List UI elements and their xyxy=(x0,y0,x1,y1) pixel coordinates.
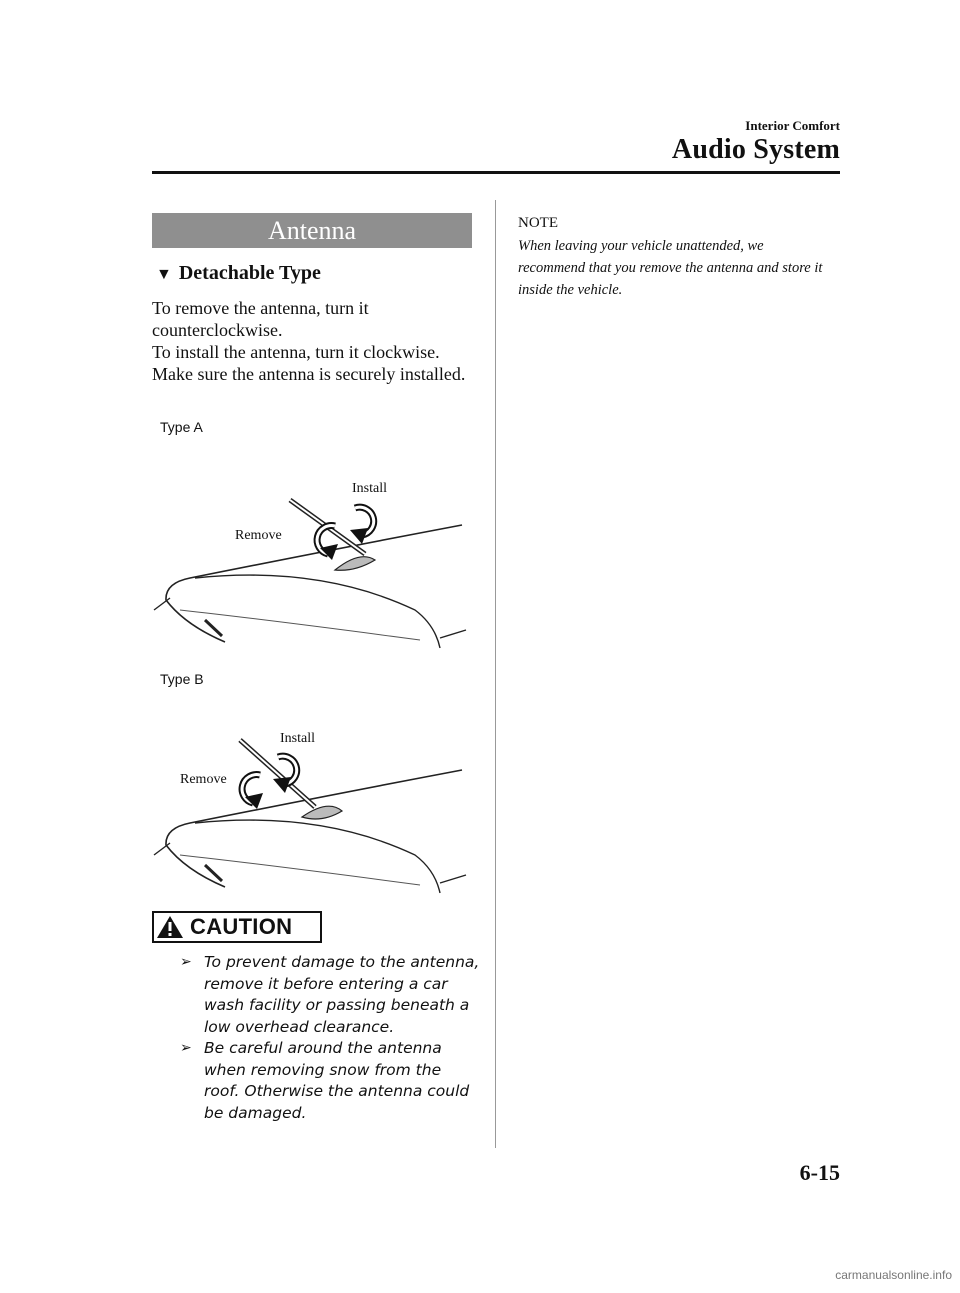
figure-a-antenna-illustration xyxy=(150,490,480,655)
paragraph-secure: Make sure the antenna is securely installed. xyxy=(152,364,466,384)
instructions-text xyxy=(152,297,482,385)
header-divider xyxy=(152,171,840,174)
caution-item-text: To prevent damage to the antenna, remove it before entering a car wash facility or passing beneath a low overhead clearance. xyxy=(204,953,480,1036)
figure-b-type-label: Type B xyxy=(160,671,204,687)
caution-item-text: Be careful around the antenna when removing snow from the roof. Otherwise the antenna could be damaged. xyxy=(204,1039,470,1122)
page-number: 6-15 xyxy=(799,1160,840,1185)
header-title: Audio System xyxy=(671,134,840,165)
figure-a-type-label: Type A xyxy=(160,419,203,435)
subsection-marker: ▼ xyxy=(156,266,172,283)
caution-bullet-icon: ➢ xyxy=(180,954,192,970)
subsection-title: Detachable Type xyxy=(178,262,321,284)
figure-a-install-label: Install xyxy=(352,481,387,496)
caution-box xyxy=(152,911,322,943)
note-text: When leaving your vehicle unattended, we recommend that you remove the antenna and store it inside the vehicle. xyxy=(518,238,823,298)
paragraph-remove: To remove the antenna, turn it counterclockwise. xyxy=(152,298,369,340)
footer-watermark: carmanualsonline.info xyxy=(835,1268,952,1282)
figure-b-antenna-illustration xyxy=(150,735,480,900)
caution-item xyxy=(180,1038,480,1124)
warning-triangle-icon xyxy=(156,915,184,939)
subsection-heading xyxy=(156,262,321,285)
caution-list xyxy=(180,952,480,1124)
caution-bullet-icon: ➢ xyxy=(180,1040,192,1056)
header-section-label: Interior Comfort xyxy=(745,118,840,133)
figure-a-remove-label: Remove xyxy=(235,528,282,543)
figure-b-install-label: Install xyxy=(280,731,315,746)
caution-label: CAUTION xyxy=(190,914,293,939)
section-title-bar: Antenna xyxy=(152,213,472,248)
figure-b-remove-label: Remove xyxy=(180,772,227,787)
column-divider xyxy=(495,200,496,1148)
note-heading: NOTE xyxy=(518,215,558,231)
caution-item xyxy=(180,952,480,1038)
paragraph-install: To install the antenna, turn it clockwise. xyxy=(152,342,440,362)
